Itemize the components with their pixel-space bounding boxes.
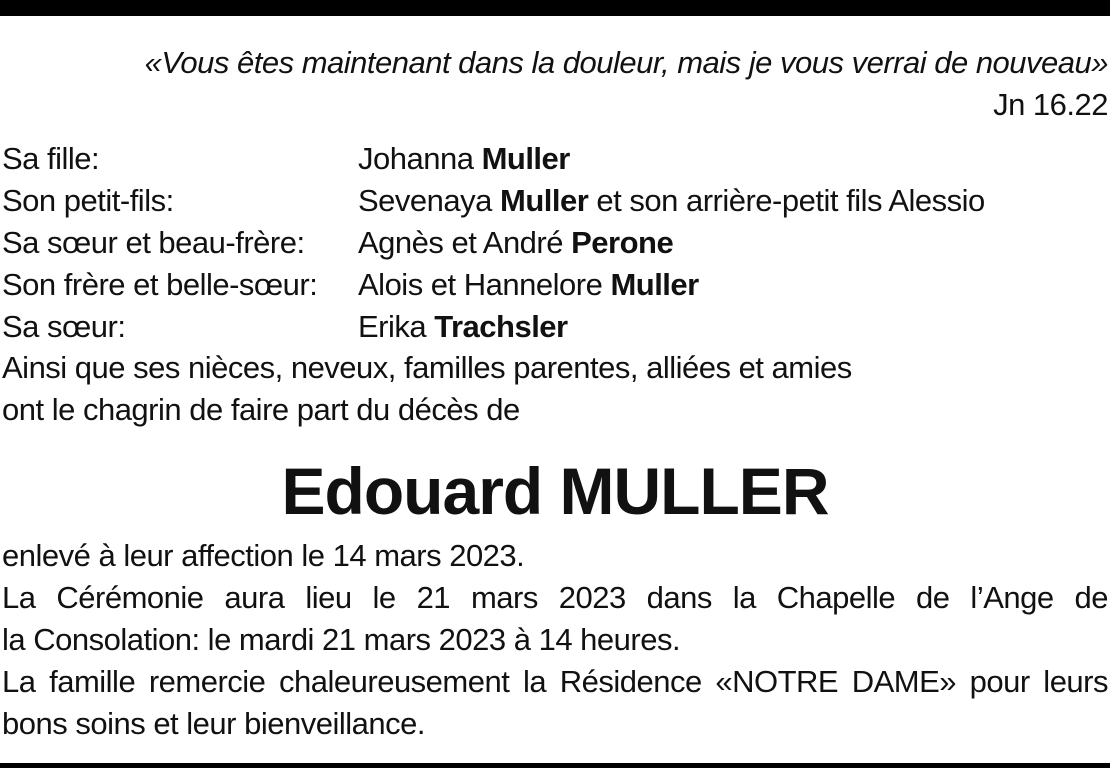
family-member: Alois et Hannelore Muller: [358, 267, 699, 302]
family-surname: Muller: [481, 141, 570, 176]
family-list: [2, 138, 985, 348]
family-relation: Sa fille:: [2, 141, 100, 176]
deceased-name: Edouard MULLER: [281, 454, 829, 528]
details-line: bons soins et leur bienveillance.: [2, 706, 425, 741]
family-row-brother-sister-in-law: [2, 264, 985, 306]
announcement-lead: [2, 347, 852, 431]
details-line: La Cérémonie aura lieu le 21 mars 2023 dans la Chapelle de l’Ange de: [2, 580, 1108, 615]
family-surname: Muller: [610, 267, 699, 302]
top-border-rule: [0, 0, 1110, 16]
family-surname: Perone: [571, 225, 674, 260]
bible-reference: Jn 16.22: [993, 87, 1108, 122]
announcement-details: [2, 535, 1108, 745]
details-line: la Consolation: le mardi 21 mars 2023 à 14 heures.: [2, 622, 681, 657]
bible-quote: «Vous êtes maintenant dans la douleur, mais je vous verrai de nouveau»: [144, 45, 1108, 80]
family-member: Agnès et André Perone: [358, 225, 674, 260]
family-surname: Muller: [500, 183, 589, 218]
family-surname: Trachsler: [434, 309, 568, 344]
details-line: La famille remercie chaleureusement la Résidence «NOTRE DAME» pour leurs: [2, 664, 1108, 699]
family-row-grandson: [2, 180, 985, 222]
family-member: Sevenaya Muller et son arrière-petit fils Alessio: [358, 183, 985, 218]
family-relation: Sa sœur:: [2, 309, 126, 344]
family-row-sister-brother-in-law: [2, 222, 985, 264]
bottom-border-rule: [0, 763, 1110, 768]
family-relation: Son frère et belle-sœur:: [2, 267, 318, 302]
family-relation: Son petit-fils:: [2, 183, 174, 218]
lead-line: ont le chagrin de faire part du décès de: [2, 392, 520, 427]
lead-line: Ainsi que ses nièces, neveux, familles parentes, alliées et amies: [2, 350, 852, 385]
family-member: Erika Trachsler: [358, 309, 568, 344]
details-line: enlevé à leur affection le 14 mars 2023.: [2, 538, 525, 573]
family-row-daughter: [2, 138, 985, 180]
family-row-sister: [2, 306, 985, 348]
family-member: Johanna Muller: [358, 141, 570, 176]
family-relation: Sa sœur et beau-frère:: [2, 225, 305, 260]
